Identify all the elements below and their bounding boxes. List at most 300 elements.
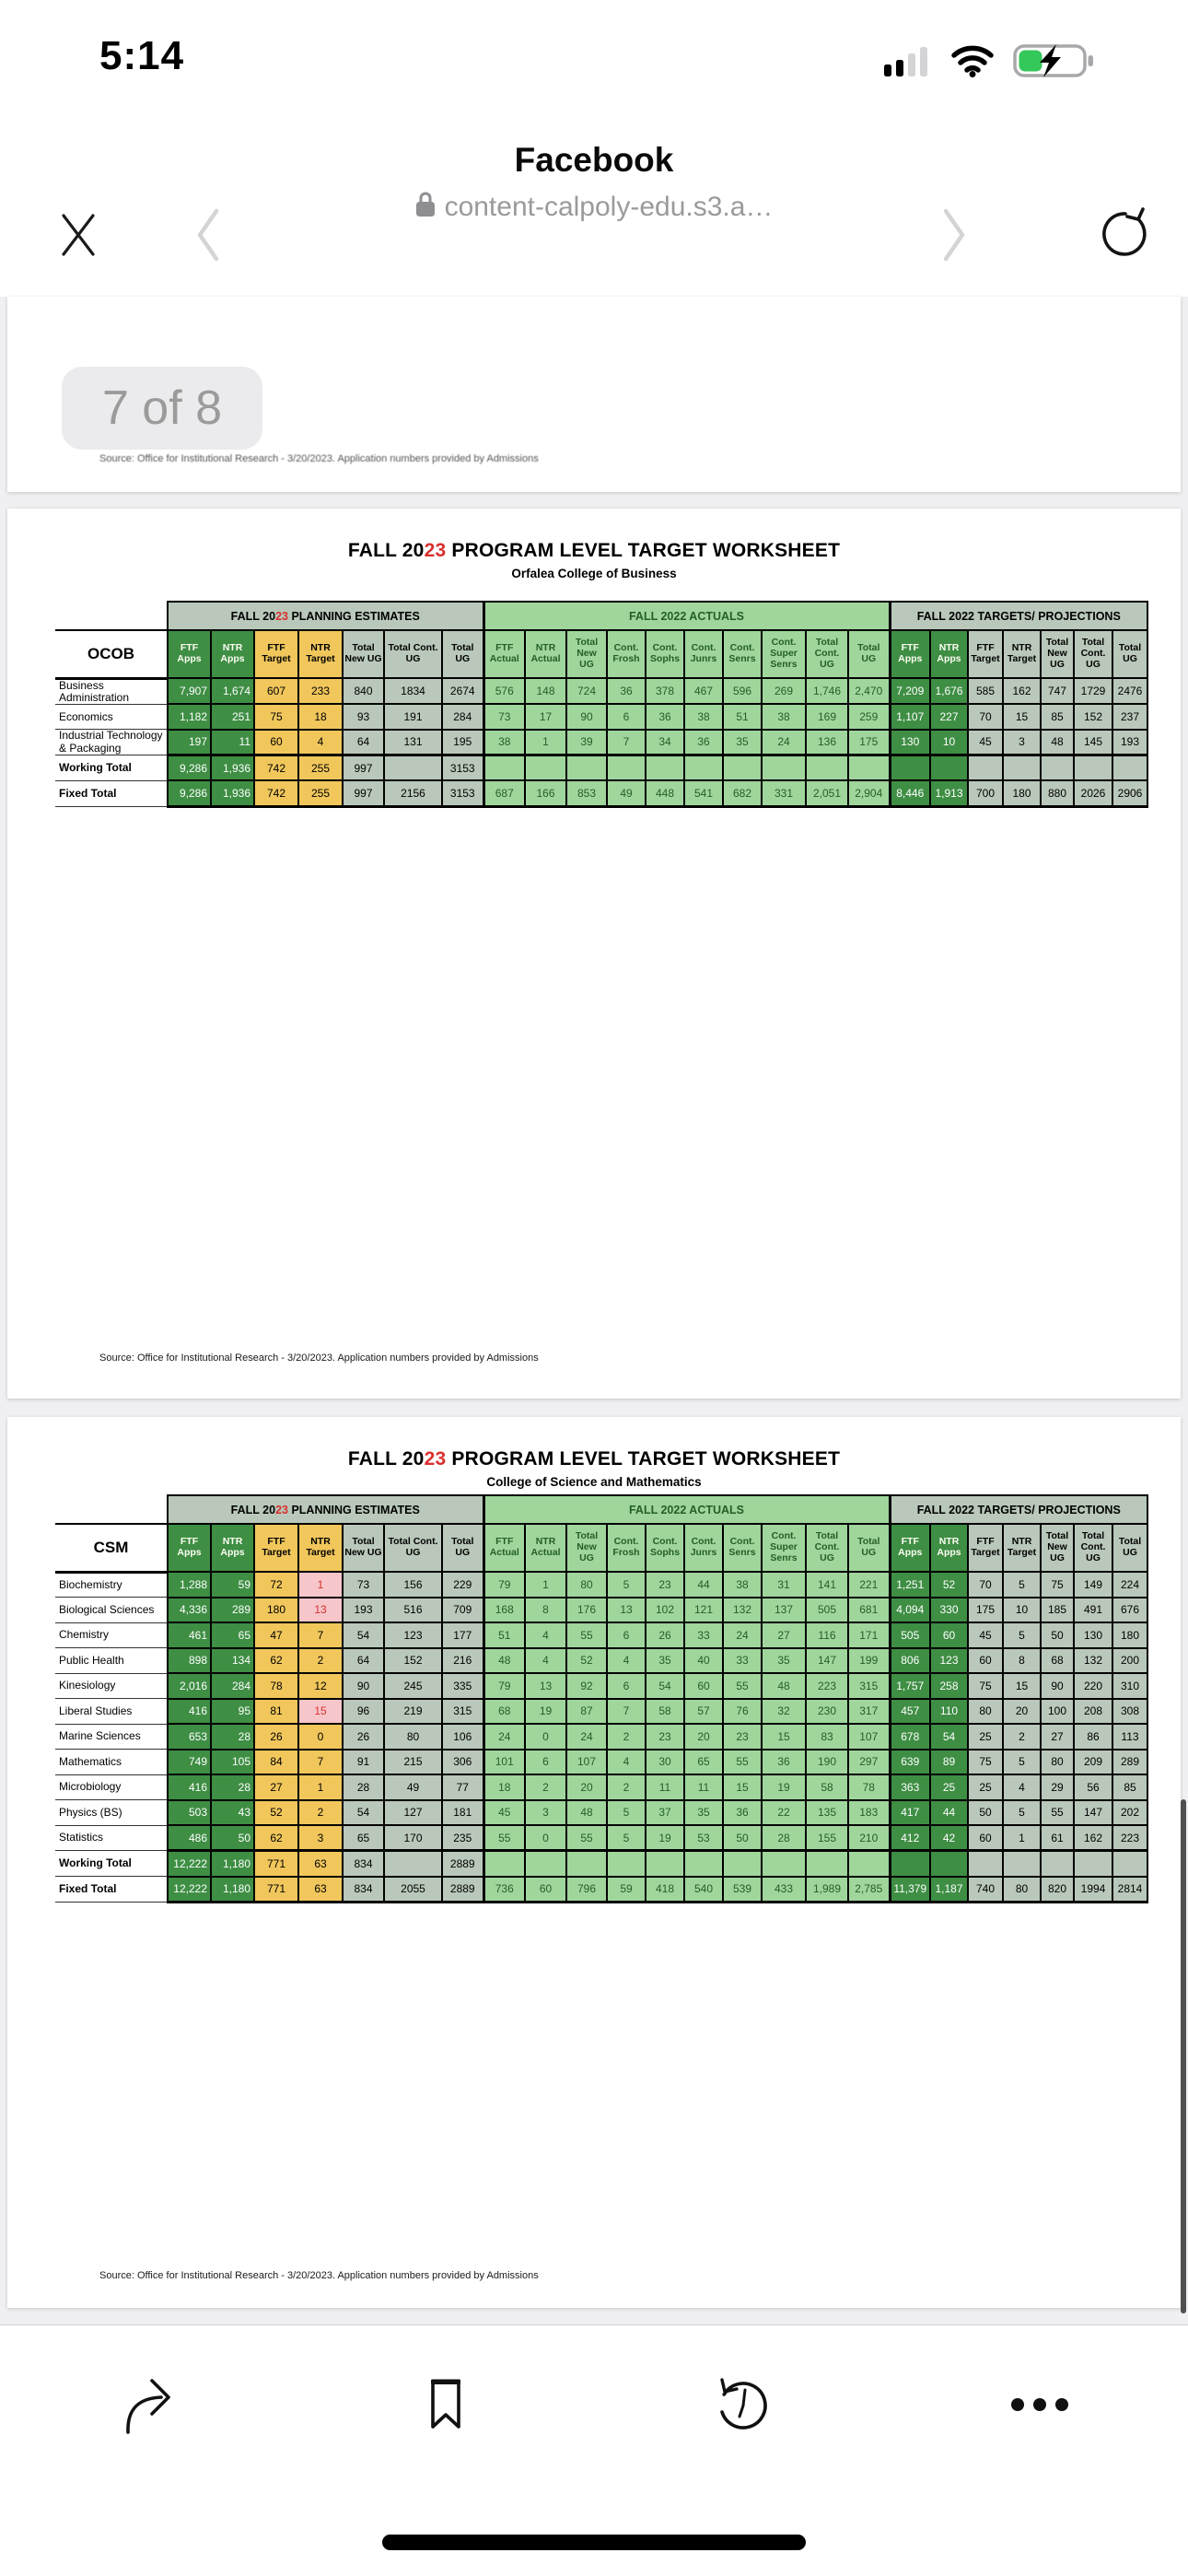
- data-cell: 724: [566, 678, 607, 704]
- data-cell: 38: [723, 1572, 762, 1598]
- data-cell: 5: [607, 1572, 646, 1598]
- data-cell: 96: [343, 1699, 384, 1725]
- data-cell: 12,222: [168, 1851, 211, 1877]
- data-cell: 216: [442, 1648, 483, 1674]
- data-cell: 33: [684, 1622, 723, 1648]
- data-cell: 1,180: [211, 1851, 254, 1877]
- data-cell: 6: [607, 1622, 646, 1648]
- source-note: Source: Office for Institutional Research - 3/20/2023. Application numbers provided by Admissions: [99, 2270, 539, 2281]
- data-cell: 141: [806, 1572, 848, 1598]
- data-cell: 90: [343, 1673, 384, 1699]
- data-cell: 92: [566, 1673, 607, 1699]
- data-cell: 39: [566, 730, 607, 755]
- data-cell: 36: [762, 1750, 806, 1775]
- data-cell: 289: [1112, 1750, 1147, 1775]
- row-label: Biological Sciences: [55, 1598, 168, 1623]
- data-cell: 37: [646, 1800, 684, 1826]
- home-indicator[interactable]: [382, 2535, 806, 2550]
- pdf-scroll-area[interactable]: [0, 297, 1188, 2324]
- band-header: FALL 2022 ACTUALS: [483, 602, 890, 630]
- data-cell: 26: [254, 1724, 298, 1750]
- data-cell: 180: [1112, 1622, 1147, 1648]
- column-header: Total Cont. UG: [384, 1524, 442, 1572]
- data-cell: 60: [525, 1877, 566, 1903]
- data-cell: 2: [525, 1774, 566, 1800]
- data-cell: 26: [646, 1622, 684, 1648]
- data-cell: 58: [646, 1699, 684, 1725]
- data-cell: 15: [298, 1699, 343, 1725]
- band-header: FALL 2023 PLANNING ESTIMATES: [168, 1495, 483, 1524]
- data-cell: 7: [298, 1622, 343, 1648]
- data-cell: 116: [806, 1622, 848, 1648]
- data-cell: 418: [646, 1877, 684, 1903]
- data-cell: [566, 1851, 607, 1877]
- data-cell: 44: [930, 1800, 968, 1826]
- data-cell: 190: [806, 1750, 848, 1775]
- data-cell: 255: [298, 780, 343, 806]
- data-cell: [762, 1851, 806, 1877]
- data-cell: 233: [298, 678, 343, 704]
- column-header: Total New UG: [1041, 630, 1074, 678]
- row-label: Marine Sciences: [55, 1724, 168, 1750]
- lock-icon: [415, 191, 436, 223]
- data-cell: 540: [684, 1877, 723, 1903]
- data-cell: 68: [483, 1699, 525, 1725]
- data-cell: [1003, 755, 1041, 780]
- data-cell: 34: [646, 730, 684, 755]
- label-column-spacer: [55, 602, 168, 630]
- data-cell: 78: [848, 1774, 890, 1800]
- data-cell: 130: [890, 730, 930, 755]
- data-cell: 1,180: [211, 1877, 254, 1903]
- data-cell: 2906: [1112, 780, 1147, 806]
- data-cell: 208: [1074, 1699, 1112, 1725]
- column-header: Cont. Sophs: [646, 1524, 684, 1572]
- column-header: Total UG: [1112, 1524, 1147, 1572]
- data-cell: 1: [1003, 1825, 1041, 1851]
- data-cell: 35: [646, 1648, 684, 1674]
- data-cell: 162: [1074, 1825, 1112, 1851]
- data-cell: 127: [384, 1800, 442, 1826]
- data-cell: 310: [1112, 1673, 1147, 1699]
- data-cell: [968, 1851, 1003, 1877]
- table-row: [55, 1572, 1147, 1598]
- data-cell: 8: [1003, 1648, 1041, 1674]
- data-cell: 486: [168, 1825, 211, 1851]
- data-cell: 18: [483, 1774, 525, 1800]
- column-header: Total UG: [1112, 630, 1147, 678]
- data-cell: 27: [254, 1774, 298, 1800]
- table-row: [55, 704, 1147, 730]
- data-cell: 1,936: [211, 755, 254, 780]
- data-cell: 363: [890, 1774, 930, 1800]
- scrollbar-thumb[interactable]: [1181, 1799, 1186, 2313]
- data-cell: 11,379: [890, 1877, 930, 1903]
- data-cell: 22: [762, 1800, 806, 1826]
- data-cell: 75: [968, 1673, 1003, 1699]
- band-header: FALL 2022 TARGETS/ PROJECTIONS: [890, 602, 1147, 630]
- data-cell: 176: [566, 1598, 607, 1623]
- data-cell: 335: [442, 1673, 483, 1699]
- data-cell: 2026: [1074, 780, 1112, 806]
- data-cell: 834: [343, 1877, 384, 1903]
- data-cell: 102: [646, 1598, 684, 1623]
- data-cell: 223: [806, 1673, 848, 1699]
- column-header: FTF Apps: [168, 630, 211, 678]
- table-row: [55, 1825, 1147, 1851]
- data-cell: 585: [968, 678, 1003, 704]
- data-cell: 220: [1074, 1673, 1112, 1699]
- data-cell: 224: [1112, 1572, 1147, 1598]
- data-cell: [968, 755, 1003, 780]
- data-cell: 1: [525, 1572, 566, 1598]
- data-cell: 416: [168, 1774, 211, 1800]
- data-cell: [1041, 755, 1074, 780]
- data-cell: 27: [762, 1622, 806, 1648]
- data-cell: 35: [684, 1800, 723, 1826]
- data-cell: 11: [646, 1774, 684, 1800]
- data-cell: 152: [384, 1648, 442, 1674]
- row-label: Industrial Technology & Packaging: [55, 730, 168, 755]
- row-label: Business Administration: [55, 678, 168, 704]
- column-header: FTF Actual: [483, 630, 525, 678]
- data-cell: 73: [483, 704, 525, 730]
- data-cell: 55: [566, 1825, 607, 1851]
- column-header: NTR Target: [1003, 630, 1041, 678]
- data-cell: 35: [762, 1648, 806, 1674]
- data-cell: [483, 1851, 525, 1877]
- data-cell: [1041, 1851, 1074, 1877]
- data-cell: 52: [566, 1648, 607, 1674]
- data-cell: 4: [525, 1622, 566, 1648]
- data-cell: 57: [684, 1699, 723, 1725]
- data-cell: 75: [968, 1750, 1003, 1775]
- data-cell: 44: [684, 1572, 723, 1598]
- data-cell: 76: [723, 1699, 762, 1725]
- row-label: Mathematics: [55, 1750, 168, 1775]
- data-cell: 52: [930, 1572, 968, 1598]
- data-cell: 1,746: [806, 678, 848, 704]
- worksheet-subtitle: Orfalea College of Business: [511, 567, 677, 580]
- column-header: Cont. Super Senrs: [762, 1524, 806, 1572]
- data-cell: [930, 1851, 968, 1877]
- data-cell: 5: [1003, 1622, 1041, 1648]
- data-cell: 18: [298, 704, 343, 730]
- data-cell: 55: [723, 1673, 762, 1699]
- data-cell: 149: [1074, 1572, 1112, 1598]
- data-cell: 15: [723, 1774, 762, 1800]
- data-cell: 135: [806, 1800, 848, 1826]
- data-cell: 284: [442, 704, 483, 730]
- table-row: [55, 1724, 1147, 1750]
- data-cell: 38: [684, 704, 723, 730]
- data-cell: 6: [525, 1750, 566, 1775]
- data-cell: 749: [168, 1750, 211, 1775]
- data-cell: 132: [723, 1598, 762, 1623]
- data-cell: 997: [343, 755, 384, 780]
- data-cell: 11: [211, 730, 254, 755]
- data-cell: 1,674: [211, 678, 254, 704]
- data-cell: 170: [384, 1825, 442, 1851]
- data-cell: 54: [930, 1724, 968, 1750]
- data-cell: 52: [254, 1800, 298, 1826]
- data-cell: [1003, 1851, 1041, 1877]
- history-clock-icon: [713, 2376, 772, 2436]
- data-cell: 137: [762, 1598, 806, 1623]
- data-cell: 1,187: [930, 1877, 968, 1903]
- row-label: Liberal Studies: [55, 1699, 168, 1725]
- data-cell: 107: [566, 1750, 607, 1775]
- column-header: FTF Target: [254, 1524, 298, 1572]
- data-cell: 36: [646, 704, 684, 730]
- data-cell: 4,336: [168, 1598, 211, 1623]
- data-cell: 199: [848, 1648, 890, 1674]
- page-title: Facebook: [514, 141, 674, 179]
- data-cell: 433: [762, 1877, 806, 1903]
- data-cell: 54: [343, 1622, 384, 1648]
- data-cell: 23: [723, 1724, 762, 1750]
- data-cell: 219: [384, 1699, 442, 1725]
- data-cell: 36: [684, 730, 723, 755]
- column-header: Total New UG: [566, 1524, 607, 1572]
- data-cell: 221: [848, 1572, 890, 1598]
- column-header: Cont. Super Senrs: [762, 630, 806, 678]
- data-cell: 1994: [1074, 1877, 1112, 1903]
- url-text[interactable]: content-calpoly-edu.s3.a…: [444, 191, 774, 222]
- data-cell: 25: [930, 1774, 968, 1800]
- data-cell: [890, 755, 930, 780]
- forward-button[interactable]: [941, 207, 967, 265]
- data-cell: 2,051: [806, 780, 848, 806]
- pdf-page-8-csm: [7, 1417, 1181, 2308]
- data-cell: 197: [168, 730, 211, 755]
- data-cell: 123: [930, 1648, 968, 1674]
- column-header: NTR Target: [298, 1524, 343, 1572]
- data-cell: 687: [483, 780, 525, 806]
- data-cell: 448: [646, 780, 684, 806]
- row-label: Chemistry: [55, 1622, 168, 1648]
- table-row: [55, 1598, 1147, 1623]
- pdf-page-6-fragment: [7, 297, 1181, 492]
- history-button[interactable]: [710, 2373, 775, 2438]
- row-label: Working Total: [55, 755, 168, 780]
- column-header: NTR Target: [1003, 1524, 1041, 1572]
- data-cell: 64: [343, 730, 384, 755]
- data-cell: 47: [254, 1622, 298, 1648]
- data-cell: 91: [343, 1750, 384, 1775]
- data-cell: 2,016: [168, 1673, 211, 1699]
- data-cell: 461: [168, 1622, 211, 1648]
- data-cell: 653: [168, 1724, 211, 1750]
- worksheet-title: FALL 2023 PROGRAM LEVEL TARGET WORKSHEET: [347, 540, 841, 561]
- data-cell: 7: [607, 730, 646, 755]
- data-cell: 2: [607, 1774, 646, 1800]
- table-row: [55, 1851, 1147, 1877]
- data-cell: 3153: [442, 780, 483, 806]
- data-cell: 20: [566, 1774, 607, 1800]
- data-cell: [607, 755, 646, 780]
- data-cell: 60: [254, 730, 298, 755]
- data-cell: 3153: [442, 755, 483, 780]
- data-cell: 10: [1003, 1598, 1041, 1623]
- data-cell: 4,094: [890, 1598, 930, 1623]
- data-cell: [1074, 1851, 1112, 1877]
- column-header: NTR Apps: [930, 1524, 968, 1572]
- data-cell: 89: [930, 1750, 968, 1775]
- data-cell: 4: [607, 1648, 646, 1674]
- table-row: [55, 780, 1147, 806]
- data-cell: [806, 755, 848, 780]
- data-cell: [384, 1851, 442, 1877]
- data-cell: 145: [1074, 730, 1112, 755]
- column-header: NTR Apps: [211, 630, 254, 678]
- data-cell: 24: [483, 1724, 525, 1750]
- data-cell: [646, 1851, 684, 1877]
- column-header: Total UG: [848, 1524, 890, 1572]
- data-cell: 123: [384, 1622, 442, 1648]
- data-cell: 110: [930, 1699, 968, 1725]
- table-row: [55, 678, 1147, 704]
- data-cell: 1,936: [211, 780, 254, 806]
- data-cell: 681: [848, 1598, 890, 1623]
- data-cell: 28: [211, 1724, 254, 1750]
- data-cell: 607: [254, 678, 298, 704]
- table-row: [55, 1750, 1147, 1775]
- bookmark-button[interactable]: [413, 2373, 478, 2438]
- data-cell: 45: [483, 1800, 525, 1826]
- data-cell: 19: [762, 1774, 806, 1800]
- data-cell: 23: [646, 1724, 684, 1750]
- data-cell: 259: [848, 704, 890, 730]
- data-cell: 200: [1112, 1648, 1147, 1674]
- close-button[interactable]: [57, 209, 99, 263]
- column-header: FTF Apps: [890, 630, 930, 678]
- data-cell: 180: [254, 1598, 298, 1623]
- data-cell: 51: [483, 1622, 525, 1648]
- data-cell: 700: [968, 780, 1003, 806]
- data-cell: 56: [1074, 1774, 1112, 1800]
- column-header: Total UG: [442, 630, 483, 678]
- data-cell: 227: [930, 704, 968, 730]
- data-cell: 6: [607, 1673, 646, 1699]
- data-cell: 297: [848, 1750, 890, 1775]
- data-cell: 90: [1041, 1673, 1074, 1699]
- data-cell: 54: [343, 1800, 384, 1826]
- data-cell: 251: [211, 704, 254, 730]
- data-cell: 24: [762, 730, 806, 755]
- data-cell: 113: [1112, 1724, 1147, 1750]
- data-cell: 83: [806, 1724, 848, 1750]
- data-cell: 1,107: [890, 704, 930, 730]
- data-cell: 12: [298, 1673, 343, 1699]
- data-cell: 2,785: [848, 1877, 890, 1903]
- more-button[interactable]: [1007, 2373, 1072, 2438]
- data-cell: 72: [254, 1572, 298, 1598]
- data-cell: 1,757: [890, 1673, 930, 1699]
- data-cell: 193: [343, 1598, 384, 1623]
- data-cell: 147: [806, 1648, 848, 1674]
- data-cell: 32: [762, 1699, 806, 1725]
- data-cell: 80: [566, 1572, 607, 1598]
- data-cell: 53: [684, 1825, 723, 1851]
- data-cell: 55: [1041, 1800, 1074, 1826]
- data-cell: [646, 755, 684, 780]
- data-cell: 7,907: [168, 678, 211, 704]
- data-cell: 1834: [384, 678, 442, 704]
- column-header: Total New UG: [343, 630, 384, 678]
- data-cell: 28: [343, 1774, 384, 1800]
- data-cell: 740: [968, 1877, 1003, 1903]
- data-cell: [384, 755, 442, 780]
- data-cell: 417: [890, 1800, 930, 1826]
- data-cell: 28: [762, 1825, 806, 1851]
- data-cell: 171: [848, 1622, 890, 1648]
- data-cell: 1,989: [806, 1877, 848, 1903]
- program-target-table: [55, 601, 1148, 808]
- data-cell: [848, 755, 890, 780]
- column-header: FTF Target: [968, 630, 1003, 678]
- ellipsis-icon: [1010, 2397, 1069, 2415]
- data-cell: 2: [607, 1724, 646, 1750]
- table-row: [55, 755, 1147, 780]
- table-row: [55, 1648, 1147, 1674]
- column-header: Total New UG: [1041, 1524, 1074, 1572]
- data-cell: 55: [723, 1750, 762, 1775]
- column-header: NTR Actual: [525, 630, 566, 678]
- data-cell: 202: [1112, 1800, 1147, 1826]
- data-cell: 230: [806, 1699, 848, 1725]
- data-cell: 771: [254, 1851, 298, 1877]
- data-cell: 1729: [1074, 678, 1112, 704]
- data-cell: 193: [1112, 730, 1147, 755]
- reload-button[interactable]: [1098, 205, 1153, 263]
- data-cell: 60: [968, 1825, 1003, 1851]
- data-cell: 40: [684, 1648, 723, 1674]
- data-cell: 62: [254, 1825, 298, 1851]
- data-cell: 45: [968, 730, 1003, 755]
- data-cell: [723, 755, 762, 780]
- column-header: FTF Actual: [483, 1524, 525, 1572]
- column-header: Total New UG: [343, 1524, 384, 1572]
- data-cell: 62: [254, 1648, 298, 1674]
- table-row: [55, 1673, 1147, 1699]
- data-cell: 237: [1112, 704, 1147, 730]
- data-cell: 136: [806, 730, 848, 755]
- data-cell: 77: [442, 1774, 483, 1800]
- column-header: Cont. Frosh: [607, 630, 646, 678]
- share-button[interactable]: [116, 2373, 181, 2438]
- data-cell: 0: [298, 1724, 343, 1750]
- data-cell: 4: [525, 1648, 566, 1674]
- data-cell: 11: [684, 1774, 723, 1800]
- data-cell: 81: [254, 1699, 298, 1725]
- data-cell: 505: [806, 1598, 848, 1623]
- row-label: Fixed Total: [55, 1877, 168, 1903]
- data-cell: [1074, 755, 1112, 780]
- data-cell: 90: [566, 704, 607, 730]
- data-cell: 678: [890, 1724, 930, 1750]
- data-cell: 50: [723, 1825, 762, 1851]
- data-cell: 38: [483, 730, 525, 755]
- data-cell: 834: [343, 1851, 384, 1877]
- data-cell: 258: [930, 1673, 968, 1699]
- data-cell: 105: [211, 1750, 254, 1775]
- data-cell: 269: [762, 678, 806, 704]
- column-header: Cont. Frosh: [607, 1524, 646, 1572]
- data-cell: 676: [1112, 1598, 1147, 1623]
- data-cell: [890, 1851, 930, 1877]
- data-cell: 682: [723, 780, 762, 806]
